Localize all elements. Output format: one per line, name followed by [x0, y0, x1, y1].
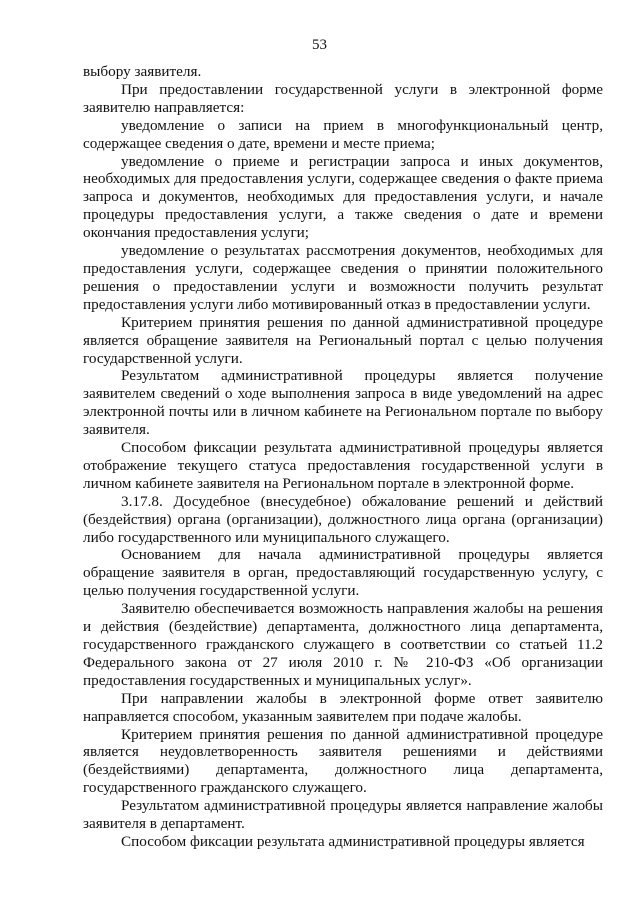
paragraph: При предоставлении государственной услуги в электронной форме заявителю направляется:: [83, 80, 603, 116]
paragraph: уведомление о результатах рассмотрения документов, необходимых для предоставления услуги, содержащее сведения о принятии положительного решения о предоставлении услуги и возможности получить результат предоставления услуги либо мотивированный отказ в предоставлении услуги.: [83, 242, 603, 313]
paragraph: выбору заявителя.: [83, 63, 202, 80]
paragraph: Способом фиксации результата административной процедуры является: [121, 832, 585, 850]
document-body: [83, 63, 603, 851]
page-number: 53: [312, 37, 327, 53]
paragraph: уведомление о приеме и регистрации запроса и иных документов, необходимых для предоставления услуги, содержащее сведения о факте приема запроса и документов, необходимых для предоставления услуги, и начале процедуры предоставления услуги, а также сведения о дате и времени окончания предоставления услуги;: [83, 152, 603, 242]
paragraph: Заявителю обеспечивается возможность направления жалобы на решения и действия (бездействие) департамента, должностного лица департамента, государственного гражданского служащего в соответствии со статьей 11.2 Федерального закона от 27 июля 2010 г. № 210-ФЗ «Об организации предоставления государственных и муниципальных услуг».: [83, 600, 603, 689]
paragraph: При направлении жалобы в электронной форме ответ заявителю направляется способом, указанным заявителем при подаче жалобы.: [83, 689, 603, 725]
paragraph: уведомление о записи на прием в многофункциональный центр, содержащее сведения о дате, времени и месте приема;: [83, 116, 603, 152]
paragraph: Критерием принятия решения по данной административной процедуре является неудовлетворенность заявителя решениями и действиями (бездействиями) департамента, должностного лица департамента, государственного гражданского служащего.: [83, 725, 603, 797]
paragraph: Результатом административной процедуры является получение заявителем сведений о ходе выполнения запроса в виде уведомлений на адрес электронной почты или в личном кабинете на Региональном портале по выбору заявителя.: [83, 367, 603, 439]
paragraph: Критерием принятия решения по данной административной процедуре является обращение заявителя на Региональный портал с целью получения государственной услуги.: [83, 313, 603, 367]
paragraph: Способом фиксации результата административной процедуры является отображение текущего статуса предоставления государственной услуги в личном кабинете заявителя на Региональном портале в электронной форме.: [83, 439, 603, 492]
paragraph: Основанием для начала административной процедуры является обращение заявителя в орган, предоставляющий государственную услугу, с целью получения государственной услуги.: [83, 546, 603, 600]
paragraph: 3.17.8. Досудебное (внесудебное) обжалование решений и действий (бездействия) органа (организации), должностного лица органа (организации) либо государственного или муниципального служащего.: [83, 492, 603, 546]
paragraph: Результатом административной процедуры является направление жалобы заявителя в департамент.: [83, 797, 603, 833]
